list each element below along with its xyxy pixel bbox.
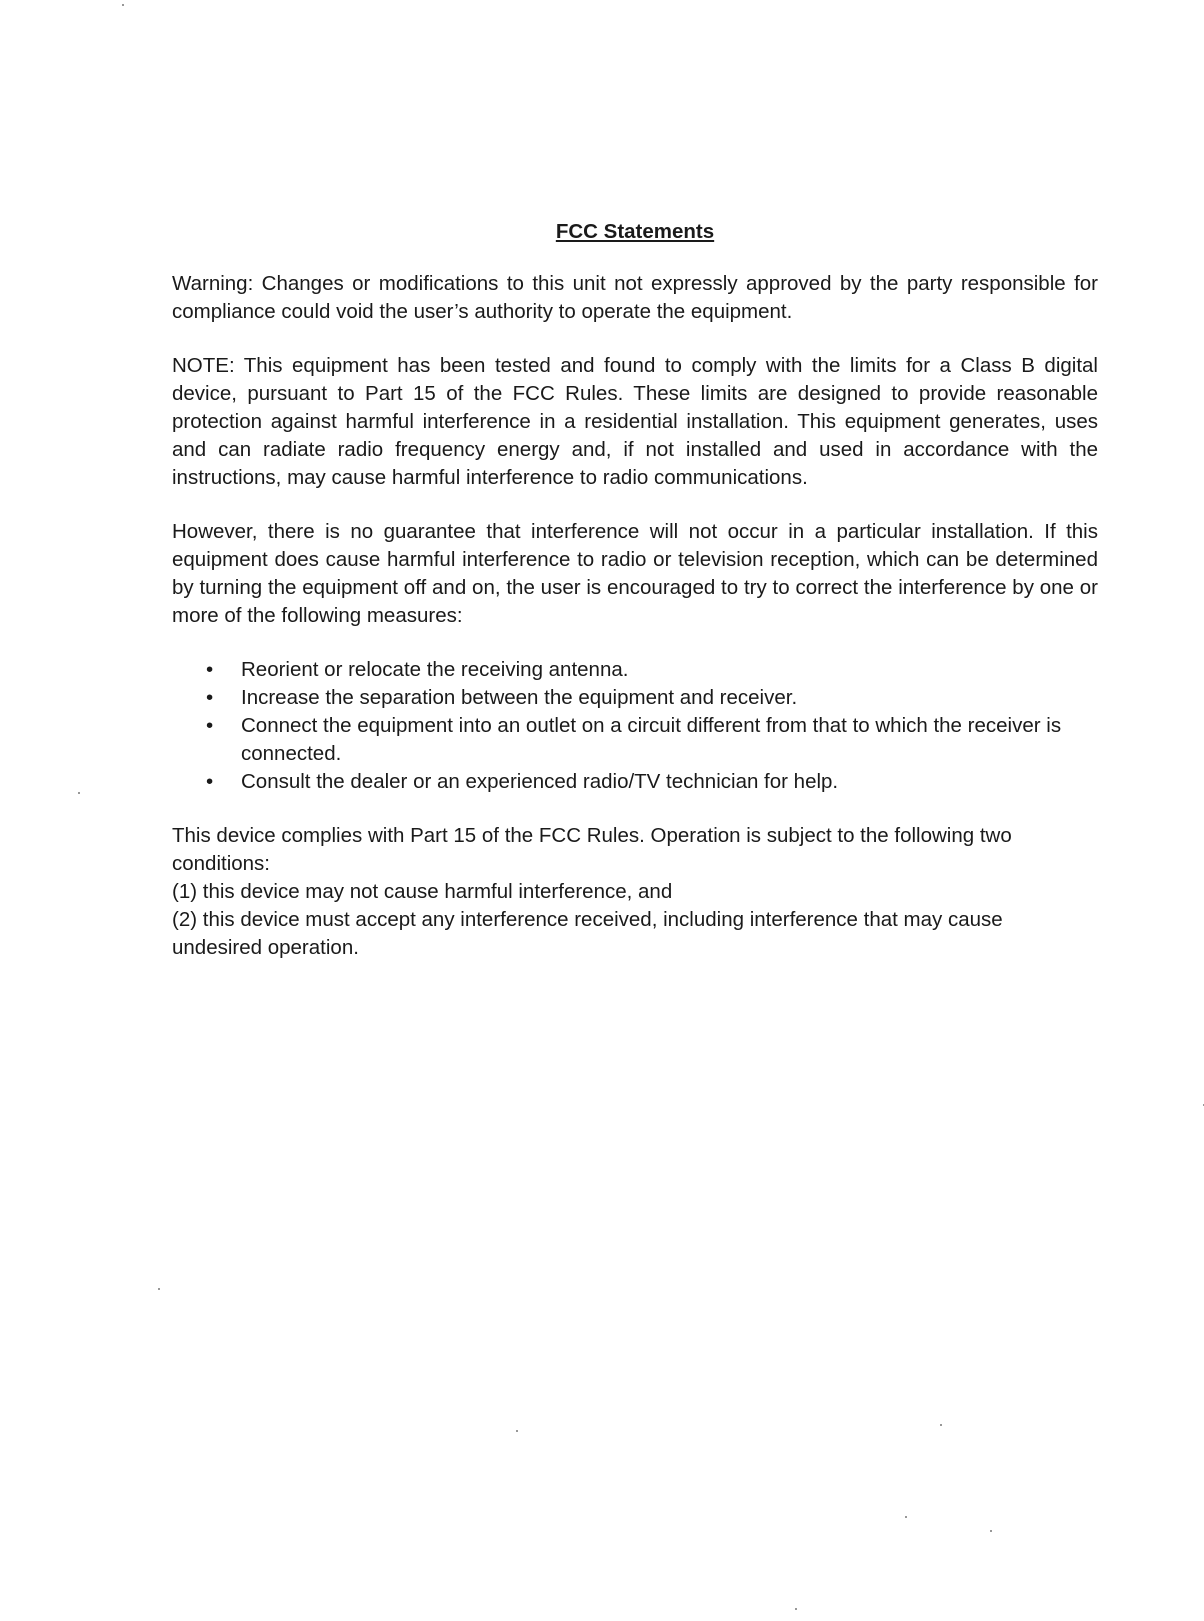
scan-speck bbox=[990, 1530, 992, 1532]
measure-text: Reorient or relocate the receiving antenna. bbox=[241, 658, 629, 681]
condition-item: (1) this device may not cause harmful interference, and bbox=[172, 880, 673, 903]
scan-speck bbox=[940, 1424, 942, 1426]
measure-text: Increase the separation between the equipment and receiver. bbox=[241, 686, 798, 709]
list-item bbox=[172, 712, 1098, 768]
scan-speck bbox=[122, 4, 124, 6]
measure-text: Consult the dealer or an experienced radio/TV technician for help. bbox=[241, 770, 839, 793]
scan-speck bbox=[516, 1430, 518, 1432]
scan-speck bbox=[905, 1516, 907, 1518]
list-item bbox=[172, 656, 1098, 684]
measure-text: Connect the equipment into an outlet on a circuit different from that to which the receiver is connected. bbox=[241, 714, 1062, 765]
warning-paragraph: Warning: Changes or modifications to this unit not expressly approved by the party responsible for compliance could void the user’s authority to operate the equipment. bbox=[172, 272, 1098, 323]
note-paragraph: NOTE: This equipment has been tested and found to comply with the limits for a Class B digital device, pursuant to Part 15 of the FCC Rules. These limits are designed to provide reasonable protection against harmful interference in a residential installation. This equipment generates, uses and can radiate radio frequency energy and, if not installed and used in accordance with the instructions, may cause harmful interference to radio communications. bbox=[172, 354, 1098, 489]
bullet-icon: • bbox=[206, 658, 214, 681]
bullet-icon: • bbox=[206, 770, 214, 793]
list-item bbox=[172, 768, 1098, 796]
list-item bbox=[172, 684, 1098, 712]
document-body bbox=[172, 218, 1098, 962]
page-title: FCC Statements bbox=[555, 220, 715, 243]
compliance-intro: This device complies with Part 15 of the FCC Rules. Operation is subject to the following two conditions: bbox=[172, 824, 1012, 875]
bullet-icon: • bbox=[206, 714, 214, 737]
measures-list bbox=[172, 656, 1098, 796]
scan-speck bbox=[158, 1288, 160, 1290]
compliance-section bbox=[172, 822, 1098, 962]
condition-item: (2) this device must accept any interference received, including interference that may cause undesired operation. bbox=[172, 908, 1003, 959]
scan-speck bbox=[795, 1608, 797, 1610]
bullet-icon: • bbox=[206, 686, 214, 709]
however-paragraph: However, there is no guarantee that interference will not occur in a particular installation. If this equipment does cause harmful interference to radio or television reception, which can be determined by turning the equipment off and on, the user is encouraged to try to correct the interference by one or more of the following measures: bbox=[172, 520, 1098, 627]
scan-speck bbox=[78, 792, 80, 794]
